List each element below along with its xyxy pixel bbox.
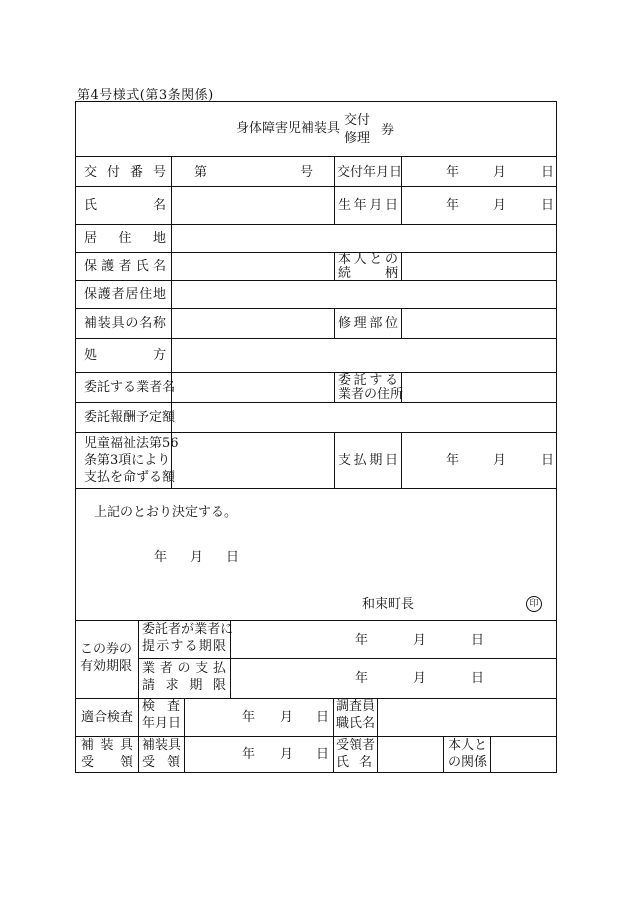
receipt-sub-line2: 受 領 — [142, 755, 180, 770]
year-mark: 年 — [355, 671, 369, 686]
inspector-label-line1: 調査員 — [336, 699, 376, 714]
row-line — [76, 280, 556, 281]
voucher-form — [75, 101, 557, 773]
day-mark: 日 — [226, 550, 240, 565]
device-name-label: 補 装 具 の 名 称 — [84, 316, 166, 331]
col-line — [401, 308, 402, 338]
month-mark: 月 — [280, 747, 294, 762]
month-mark: 月 — [493, 165, 507, 180]
guardian-name-label: 保 護 者 氏 名 — [84, 259, 166, 274]
law-clause-line1: 児童福祉法第56 — [84, 436, 179, 451]
year-mark: 年 — [355, 633, 369, 648]
relation-to-child-line2: の関係 — [448, 755, 488, 770]
issue-number-prefix: 第 — [194, 165, 208, 180]
day-mark: 日 — [471, 633, 485, 648]
law-clause-line3: 支払を命ずる額 — [84, 470, 176, 485]
title-option-issue: 交付 — [344, 113, 371, 128]
form-title: 身体障害児補装具 — [236, 121, 341, 136]
day-mark: 日 — [541, 453, 555, 468]
contractor-name-label: 委 託 す る 業 者 名 — [84, 380, 176, 395]
issue-number-suffix: 号 — [300, 165, 314, 180]
month-mark: 月 — [493, 453, 507, 468]
validity-label-line1: この券の — [80, 642, 133, 657]
receipt-label-line2: 受 領 — [81, 755, 133, 770]
guardian-address-label: 保 護 者 居 住 地 — [84, 287, 166, 302]
year-mark: 年 — [446, 165, 460, 180]
col-line — [443, 736, 444, 772]
address-label: 居 住 地 — [84, 231, 166, 246]
row-line — [76, 620, 556, 621]
day-mark: 日 — [316, 747, 330, 762]
col-line — [334, 432, 335, 488]
month-mark: 月 — [413, 671, 427, 686]
row-line — [76, 252, 556, 253]
prescription-label: 処 方 — [84, 348, 166, 363]
year-mark: 年 — [242, 747, 256, 762]
day-mark: 日 — [471, 671, 485, 686]
row-line — [76, 488, 556, 489]
col-line — [490, 736, 491, 772]
row-line — [76, 402, 556, 403]
recipient-label-line1: 受領者 — [336, 738, 376, 753]
contractor-address-label-line1: 委 託 す る — [338, 373, 398, 388]
claim-deadline-line2: 請 求 期 限 — [142, 678, 226, 693]
col-line — [401, 432, 402, 488]
issue-date-label: 交付年月日 — [337, 165, 403, 180]
col-line — [333, 698, 334, 772]
row-line — [76, 308, 556, 309]
repair-part-label: 修 理 部 位 — [338, 316, 398, 331]
seal-mark: 印 — [526, 596, 542, 612]
col-line — [401, 252, 402, 280]
relation-label-line2: 続 柄 — [338, 266, 398, 281]
decision-text: 上記のとおり決定する。 — [94, 505, 238, 520]
receipt-label-line1: 補 装 具 — [81, 738, 133, 753]
year-mark: 年 — [242, 710, 256, 725]
row-line — [76, 432, 556, 433]
relation-label-line1: 本 人 と の — [338, 252, 398, 267]
inspection-date-line2: 年月日 — [142, 716, 182, 731]
col-line — [334, 372, 335, 402]
col-line — [334, 308, 335, 338]
recipient-label-line2: 氏 名 — [336, 755, 372, 770]
inspection-label: 適合検査 — [81, 710, 134, 725]
row-line — [76, 338, 556, 339]
day-mark: 日 — [541, 198, 555, 213]
row-line — [76, 372, 556, 373]
col-line — [334, 252, 335, 280]
col-line — [138, 620, 139, 772]
month-mark: 月 — [190, 550, 204, 565]
issue-number-label: 交 付 番 号 — [84, 165, 166, 180]
mayor-title: 和束町長 — [362, 597, 415, 612]
day-mark: 日 — [541, 165, 555, 180]
fee-label: 委託報酬予定額 — [84, 410, 176, 425]
row-line — [76, 224, 556, 225]
form-number-heading: 第4号様式(第3条関係) — [77, 88, 214, 103]
month-mark: 月 — [280, 710, 294, 725]
name-label: 氏 名 — [84, 198, 166, 213]
year-mark: 年 — [154, 550, 168, 565]
payment-date-label: 支 払 期 日 — [338, 453, 398, 468]
title-suffix: 券 — [381, 123, 395, 138]
present-deadline-line2: 提 示 す る 期 限 — [142, 639, 226, 654]
birth-date-label: 生 年 月 日 — [338, 198, 398, 213]
col-line — [377, 698, 378, 772]
contractor-address-label-line2: 業 者 の 住 所 — [338, 387, 404, 402]
relation-to-child-line1: 本人と — [448, 738, 488, 753]
day-mark: 日 — [316, 710, 330, 725]
month-mark: 月 — [413, 633, 427, 648]
law-clause-line2: 条第3項により — [84, 453, 171, 468]
present-deadline-line1: 委 託 者 が 業 者 に — [142, 622, 234, 637]
inspector-label-line2: 職氏名 — [336, 716, 376, 731]
col-line — [184, 698, 185, 772]
row-line — [76, 156, 556, 157]
validity-label-line2: 有効期限 — [80, 659, 133, 674]
row-line — [76, 186, 556, 187]
title-option-repair: 修理 — [344, 131, 371, 146]
row-line — [138, 658, 556, 659]
claim-deadline-line1: 業 者 の 支 払 — [142, 661, 226, 676]
inspection-date-line1: 検 査 — [142, 699, 180, 714]
receipt-sub-line1: 補 装 具 — [142, 738, 182, 753]
year-mark: 年 — [446, 198, 460, 213]
year-mark: 年 — [446, 453, 460, 468]
col-line — [334, 156, 335, 224]
month-mark: 月 — [493, 198, 507, 213]
row-line — [76, 736, 556, 737]
